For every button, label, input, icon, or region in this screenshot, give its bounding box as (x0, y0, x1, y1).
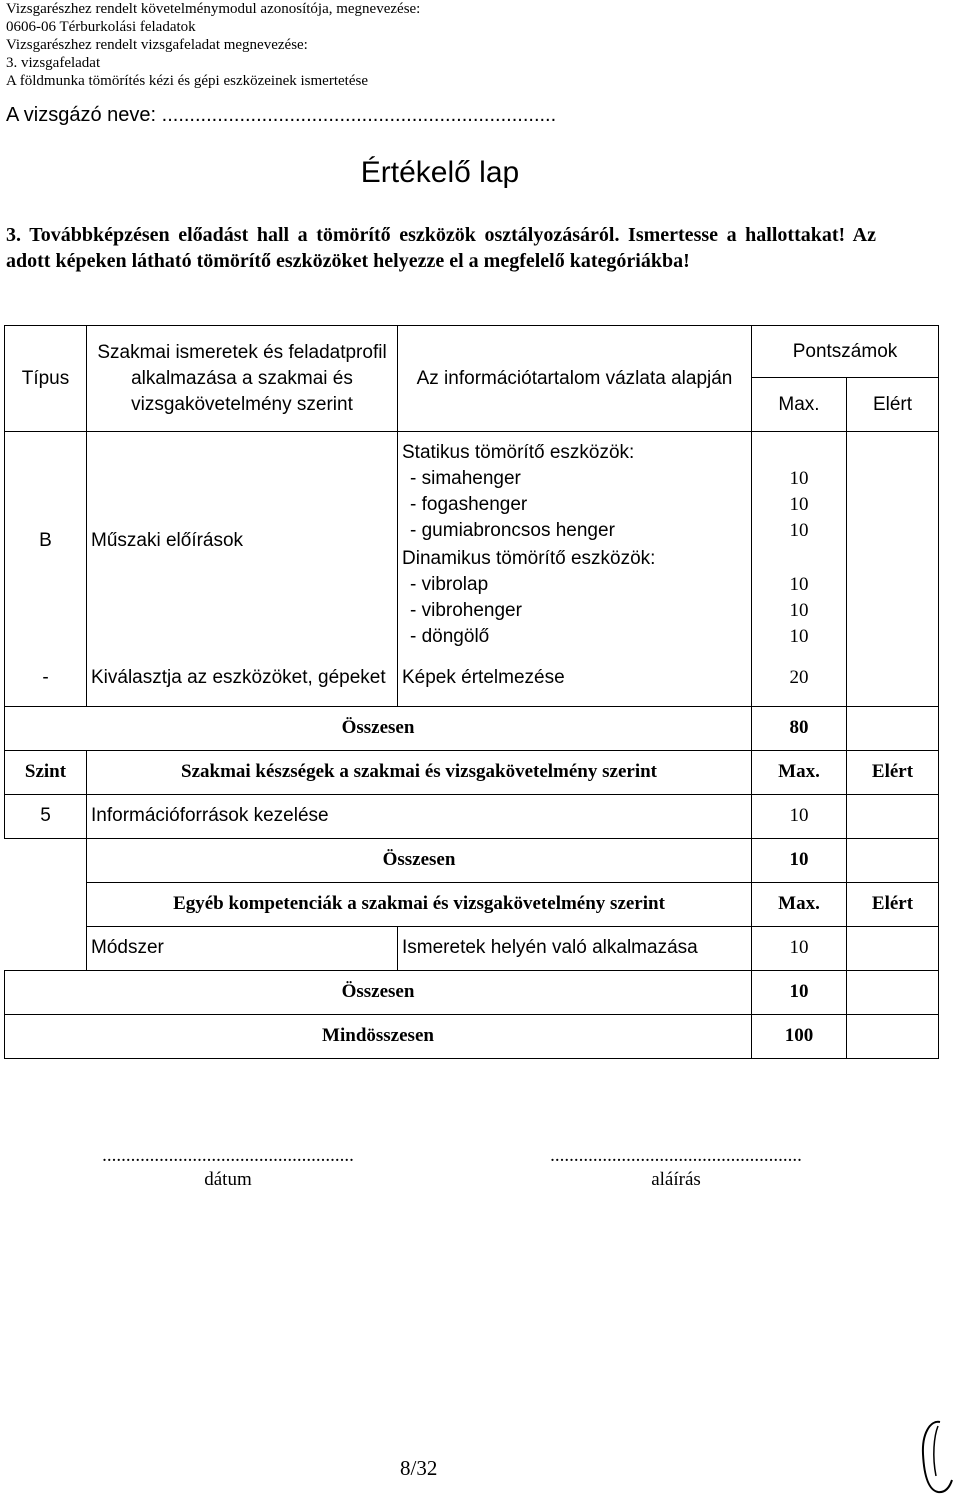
row-dash-label: Kiválasztja az eszközöket, gépeket (87, 650, 398, 706)
max-value: 10 (789, 626, 809, 647)
page-number: 8/32 (400, 1456, 438, 1480)
signature-dots: ..................................................... (550, 1145, 802, 1166)
row-dash-achieved (847, 650, 939, 706)
header-module-value: 0606-06 Térburkolási feladatok (6, 19, 196, 35)
header-task-title: A földmunka tömörítés kézi és gépi eszközeinek ismertetése (6, 73, 368, 89)
blank-cell (5, 882, 87, 926)
evaluation-table (4, 325, 939, 1059)
row-dash-type: - (5, 650, 87, 706)
total-2-label: Összesen (87, 838, 752, 882)
total-1-label: Összesen (5, 706, 752, 750)
max-value: 10 (789, 520, 809, 541)
grand-total-label: Mindösszesen (5, 1014, 752, 1058)
candidate-name-line: A vizsgázó neve: ....................................................................... (6, 104, 557, 126)
method-label: Módszer (87, 926, 398, 970)
row-b-achieved (847, 432, 939, 651)
other-achieved-header: Elért (847, 882, 939, 926)
dynamic-item: - vibrolap (410, 574, 489, 595)
header-points: Pontszámok (752, 326, 939, 378)
dynamic-item: - döngölő (410, 626, 490, 647)
header-info-outline: Az információtartalom vázlata alapján (398, 326, 752, 432)
page-title: Értékelő lap (360, 156, 520, 189)
max-value: 10 (789, 494, 809, 515)
handwritten-mark-icon (916, 1416, 956, 1496)
total-3-max: 10 (752, 970, 847, 1014)
static-title: Statikus tömörítő eszközök: (402, 442, 635, 463)
header-module-label: Vizsgarészhez rendelt követelménymodul azonosítója, megnevezése: (6, 1, 421, 17)
method-info: Ismeretek helyén való alkalmazása (398, 926, 752, 970)
static-item: - fogashenger (410, 494, 528, 515)
total-3-label: Összesen (5, 970, 752, 1014)
row-dash-max: 20 (752, 650, 847, 706)
skill-label: Információforrások kezelése (87, 794, 752, 838)
header-max: Max. (752, 378, 847, 432)
header-achieved: Elért (847, 378, 939, 432)
row-b-type: B (5, 432, 87, 651)
row-b-info (398, 432, 752, 651)
row-b-label: Műszaki előírások (87, 432, 398, 651)
method-max: 10 (752, 926, 847, 970)
dynamic-item: - vibrohenger (410, 600, 522, 621)
skill-max: 10 (752, 794, 847, 838)
method-achieved (847, 926, 939, 970)
skill-level-header: Szint (5, 750, 87, 794)
row-b-max (752, 432, 847, 651)
max-value: 10 (789, 468, 809, 489)
skills-achieved-header: Elért (847, 750, 939, 794)
total-1-max: 80 (752, 706, 847, 750)
date-field (88, 1144, 368, 1192)
max-value: 10 (789, 600, 809, 621)
max-value: 10 (789, 574, 809, 595)
header-task-number: 3. vizsgafeladat (6, 55, 101, 71)
other-competencies-header: Egyéb kompetenciák a szakmai és vizsgakövetelmény szerint (87, 882, 752, 926)
total-2-achieved (847, 838, 939, 882)
skills-header: Szakmai készségek a szakmai és vizsgakövetelmény szerint (87, 750, 752, 794)
blank-cell (5, 926, 87, 970)
date-label: dátum (204, 1169, 252, 1190)
signature-field (534, 1144, 818, 1192)
static-item: - gumiabroncsos henger (410, 520, 615, 541)
total-3-achieved (847, 970, 939, 1014)
header-task-label: Vizsgarészhez rendelt vizsgafeladat megnevezése: (6, 37, 308, 53)
total-1-achieved (847, 706, 939, 750)
skills-max-header: Max. (752, 750, 847, 794)
header-professional-knowledge: Szakmai ismeretek és feladatprofil alkalmazása a szakmai és vizsgakövetelmény szerint (87, 326, 398, 432)
static-item: - simahenger (410, 468, 521, 489)
date-dots: ..................................................... (102, 1145, 354, 1166)
other-max-header: Max. (752, 882, 847, 926)
skill-level-value: 5 (5, 794, 87, 838)
grand-total-max: 100 (752, 1014, 847, 1058)
skill-achieved (847, 794, 939, 838)
blank-cell (5, 838, 87, 882)
total-2-max: 10 (752, 838, 847, 882)
signature-label: aláírás (651, 1169, 701, 1190)
task-description: 3. Továbbképzésen előadást hall a tömörítő eszközök osztályozásáról. Ismertesse a hallottakat! Az adott képeken látható tömörítő eszközöket helyezze el a megfelelő kategóriákba! (6, 224, 876, 272)
row-dash-info: Képek értelmezése (398, 650, 752, 706)
header-type: Típus (5, 326, 87, 432)
grand-total-achieved (847, 1014, 939, 1058)
dynamic-title: Dinamikus tömörítő eszközök: (402, 548, 656, 569)
